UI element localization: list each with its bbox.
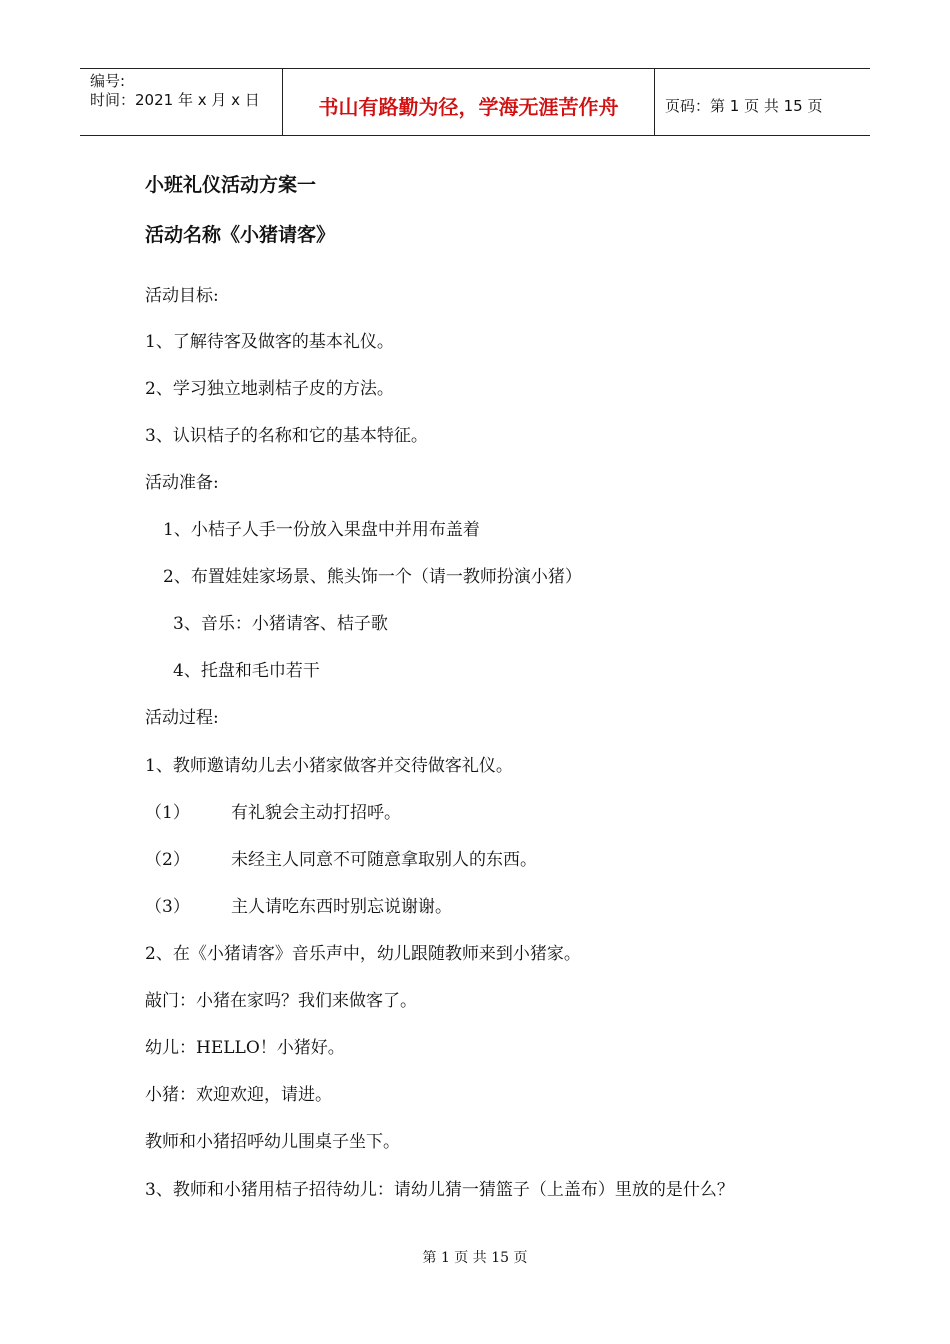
- goal-item: 1、了解待客及做客的基本礼仪。: [145, 332, 394, 352]
- prep-item: 4、托盘和毛巾若干: [173, 661, 320, 681]
- goal-item: 3、认识桔子的名称和它的基本特征。: [145, 426, 428, 446]
- sub-item-text: 未经主人同意不可随意拿取别人的东西。: [231, 850, 537, 870]
- prep-item: 2、布置娃娃家场景、熊头饰一个（请一教师扮演小猪）: [163, 567, 582, 587]
- sub-item: [145, 802, 401, 824]
- sub-item-number: （1）: [145, 803, 190, 823]
- prep-item: 1、小桔子人手一份放入果盘中并用布盖着: [163, 520, 480, 540]
- page-footer: 第 1 页 共 15 页: [422, 1250, 528, 1266]
- sub-item-text: 有礼貌会主动打招呼。: [231, 803, 401, 823]
- process-step-3: 3、教师和小猪用桔子招待幼儿：请幼儿猜一猜篮子（上盖布）里放的是什么？: [145, 1180, 734, 1200]
- page-header: [80, 68, 870, 136]
- sub-item-number: （2）: [145, 850, 190, 870]
- prep-heading: 活动准备:: [145, 473, 219, 493]
- time-label: 时间：2021 年 x 月 x 日: [90, 91, 260, 109]
- sub-item-number: （3）: [145, 897, 190, 917]
- number-label: 编号:: [90, 72, 126, 90]
- sub-item: [145, 896, 452, 918]
- header-meta: [80, 69, 283, 135]
- header-page-info: 页码：第 1 页 共 15 页: [665, 96, 823, 115]
- prep-item: 3、音乐：小猪请客、桔子歌: [173, 614, 388, 634]
- dialog-line: 敲门：小猪在家吗？我们来做客了。: [145, 991, 417, 1011]
- process-step-1: 1、教师邀请幼儿去小猪家做客并交待做客礼仪。: [145, 756, 513, 776]
- dialog-line: 小猪：欢迎欢迎，请进。: [145, 1085, 332, 1105]
- dialog-line: 教师和小猪招呼幼儿围桌子坐下。: [145, 1132, 400, 1152]
- goals-heading: 活动目标:: [145, 286, 219, 306]
- sub-item: [145, 849, 537, 871]
- header-motto: 书山有路勤为径，学海无涯苦作舟: [283, 69, 655, 135]
- goal-item: 2、学习独立地剥桔子皮的方法。: [145, 379, 394, 399]
- activity-name: 活动名称《小猪请客》: [145, 224, 336, 246]
- doc-title: 小班礼仪活动方案一: [145, 174, 317, 196]
- sub-item-text: 主人请吃东西时别忘说谢谢。: [231, 897, 452, 917]
- process-step-2: 2、在《小猪请客》音乐声中，幼儿跟随教师来到小猪家。: [145, 944, 581, 964]
- dialog-line: 幼儿：HELLO！小猪好。: [145, 1038, 345, 1058]
- process-heading: 活动过程:: [145, 708, 219, 728]
